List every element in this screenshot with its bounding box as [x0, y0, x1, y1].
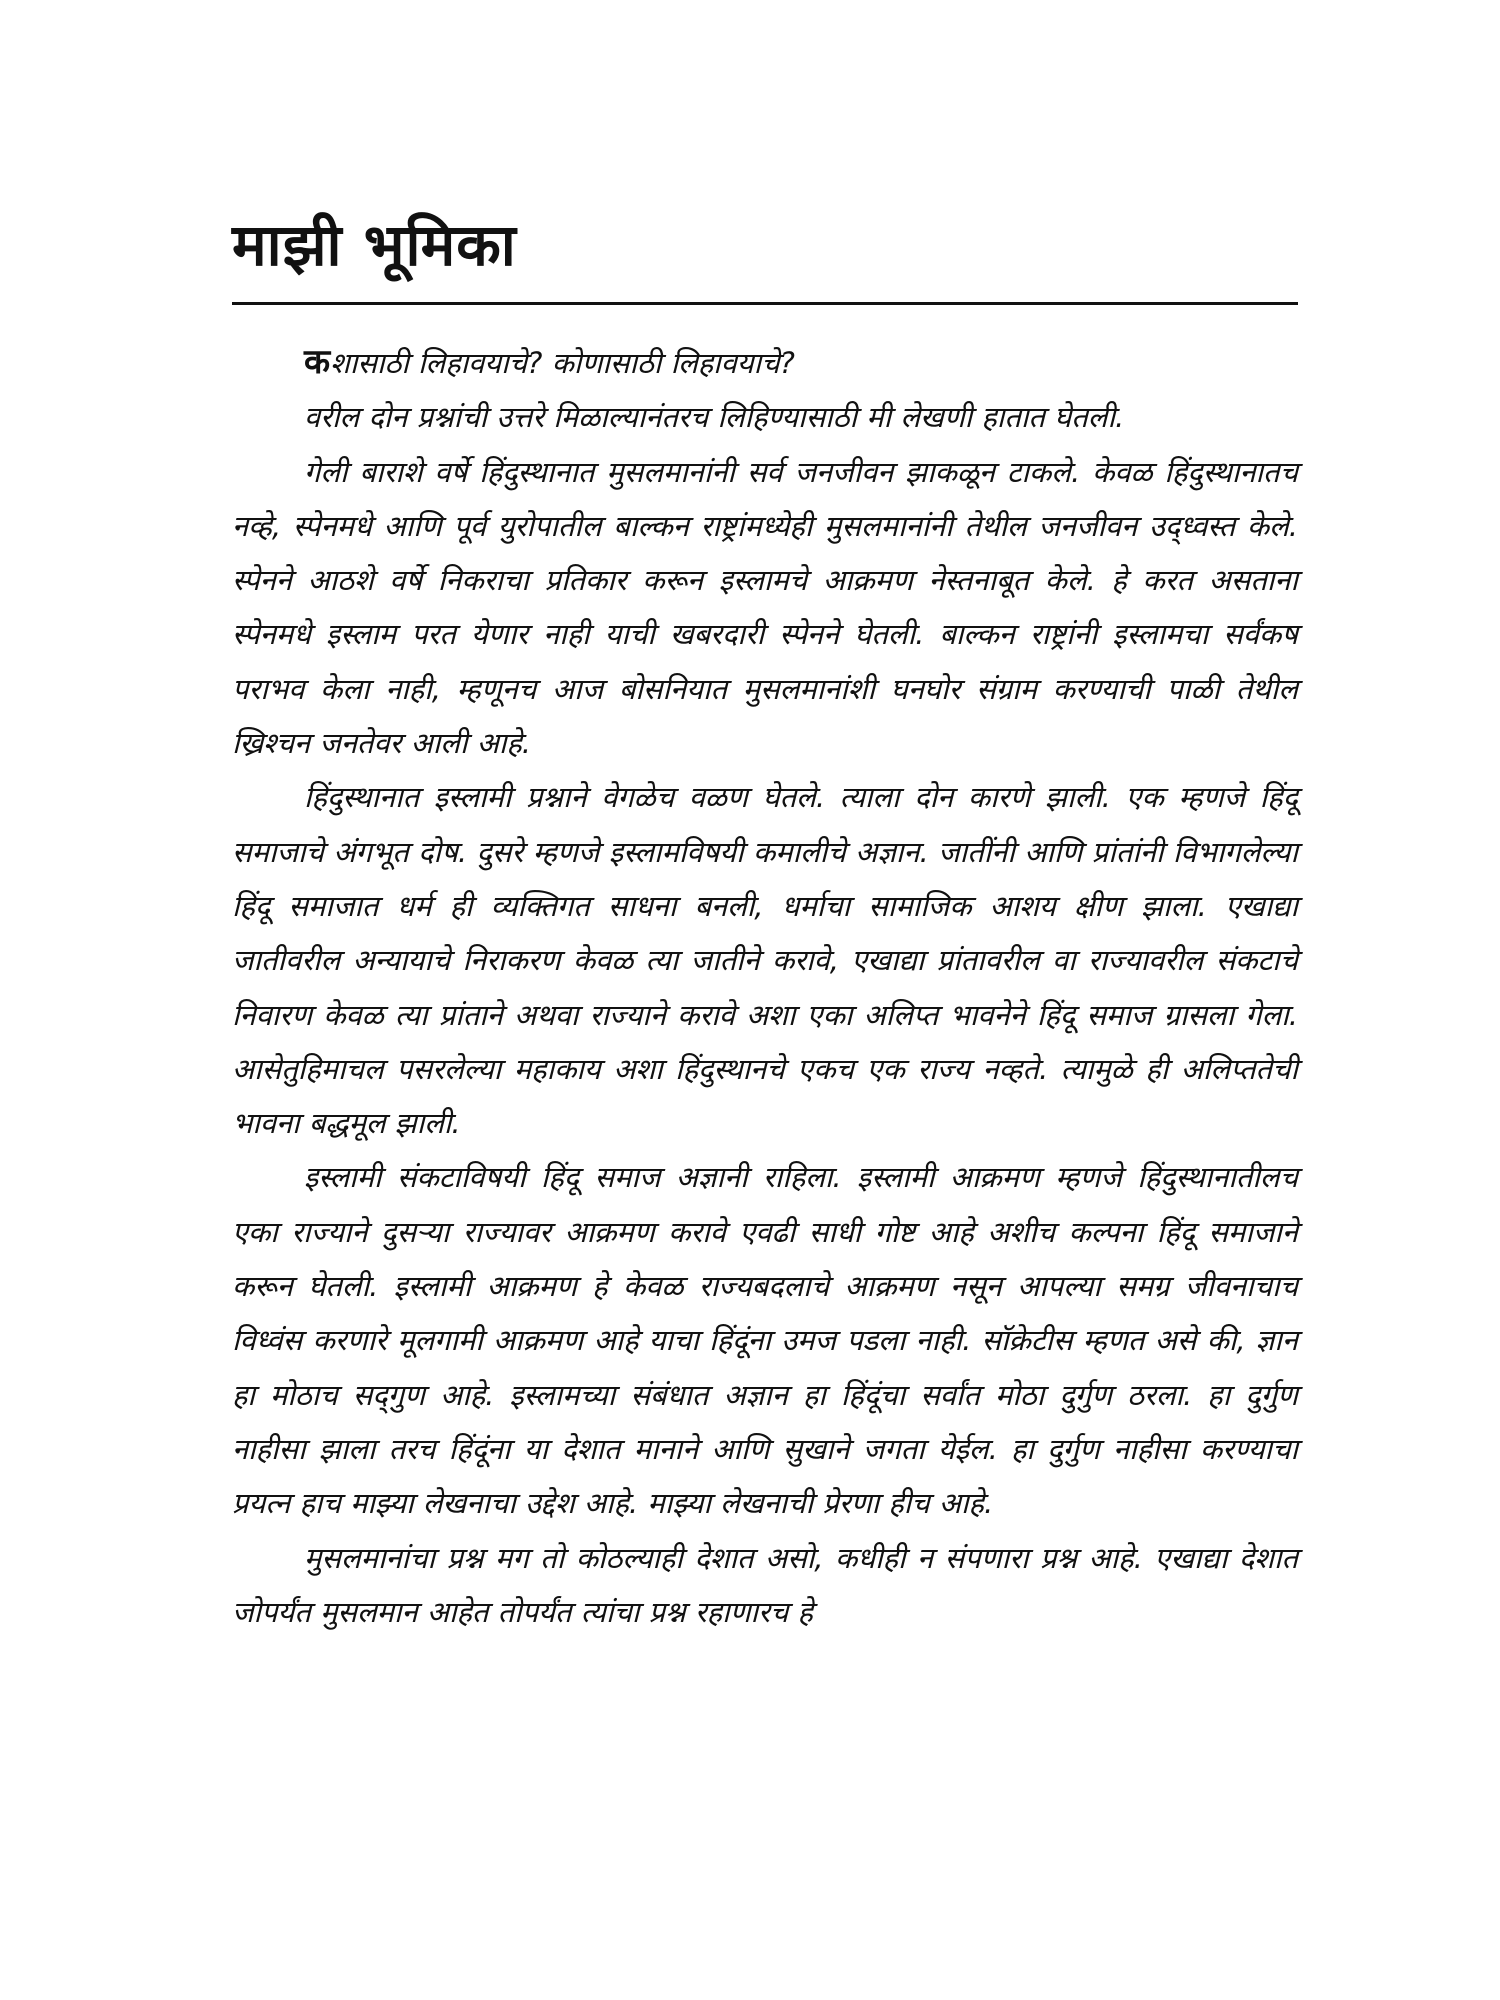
- title-rule: [232, 302, 1298, 305]
- intro-text: शासाठी लिहावयाचे? कोणासाठी लिहावयाचे?: [330, 346, 795, 380]
- body-text: [232, 335, 1298, 1639]
- page-title: माझी भूमिका: [232, 211, 517, 279]
- paragraph-4: इस्लामी संकटाविषयी हिंदू समाज अज्ञानी राहिला. इस्लामी आक्रमण म्हणजे हिंदुस्थानातीलच एका राज्याने दुसऱ्या राज्यावर आक्रमण करावे एवढी साधी गोष्ट आहे अशीच कल्पना हिंदू समाजाने करून घेतली. इस्लामी आक्रमण हे केवळ राज्यबदलाचे आक्रमण नसून आपल्या समग्र जीवनाचाच विध्वंस करणारे मूलगामी आक्रमण आहे याचा हिंदूंना उमज पडला नाही. सॉक्रेटीस म्हणत असे की, ज्ञान हा मोठाच सद्‌गुण आहे. इस्लामच्या संबंधात अज्ञान हा हिंदूंचा सर्वांत मोठा दुर्गुण ठरला. हा दुर्गुण नाहीसा झाला तरच हिंदूंना या देशात मानाने आणि सुखाने जगता येईल. हा दुर्गुण नाहीसा करण्याचा प्रयत्न हाच माझ्या लेखनाचा उद्देश आहे. माझ्या लेखनाची प्रेरणा हीच आहे.: [232, 1160, 1298, 1521]
- paragraph-5: मुसलमानांचा प्रश्न मग तो कोठल्याही देशात असो, कधीही न संपणारा प्रश्न आहे. एखाद्या देशात जोपर्यंत मुसलमान आहेत तोपर्यंत त्यांचा प्रश्न रहाणारच हे: [232, 1540, 1298, 1629]
- intro-paragraph: [232, 335, 1298, 390]
- paragraph-1: वरील दोन प्रश्नांची उत्तरे मिळाल्यानंतरच लिहिण्यासाठी मी लेखणी हातात घेतली.: [304, 400, 1125, 435]
- paragraph-2: गेली बाराशे वर्षे हिंदुस्थानात मुसलमानांनी सर्व जनजीवन झाकळून टाकले. केवळ हिंदुस्थानातच नव्हे, स्पेनमधे आणि पूर्व युरोपातील बाल्कन राष्ट्रांमध्येही मुसलमानांनी तेथील जनजीवन उद्‌ध्वस्त केले. स्पेनने आठशे वर्षे निकराचा प्रतिकार करून इस्लामचे आक्रमण नेस्तनाबूत केले. हे करत असताना स्पेनमधे इस्लाम परत येणार नाही याची खबरदारी स्पेनने घेतली. बाल्कन राष्ट्रांनी इस्लामचा सर्वंकष पराभव केला नाही, म्हणूनच आज बोसनियात मुसलमानांशी घनघोर संग्राम करण्याची पाळी तेथील ख्रिश्चन जनतेवर आली आहे.: [232, 454, 1298, 761]
- paragraph-3: हिंदुस्थानात इस्लामी प्रश्नाने वेगळेच वळण घेतले. त्याला दोन कारणे झाली. एक म्हणजे हिंदू समाजाचे अंगभूत दोष. दुसरे म्हणजे इस्लामविषयी कमालीचे अज्ञान. जातींनी आणि प्रांतांनी विभागलेल्या हिंदू समाजात धर्म ही व्यक्तिगत साधना बनली, धर्माचा सामाजिक आशय क्षीण झाला. एखाद्या जातीवरील अन्यायाचे निराकरण केवळ त्या जातीने करावे, एखाद्या प्रांतावरील वा राज्यावरील संकटाचे निवारण केवळ त्या प्रांताने अथवा राज्याने करावे अशा एका अलिप्त भावनेने हिंदू समाज ग्रासला गेला. आसेतुहिमाचल पसरलेल्या महाकाय अशा हिंदुस्थानचे एकच एक राज्य नव्हते. त्यामुळे ही अलिप्ततेची भावना बद्धमूल झाली.: [232, 780, 1298, 1141]
- dropcap: क: [304, 342, 331, 382]
